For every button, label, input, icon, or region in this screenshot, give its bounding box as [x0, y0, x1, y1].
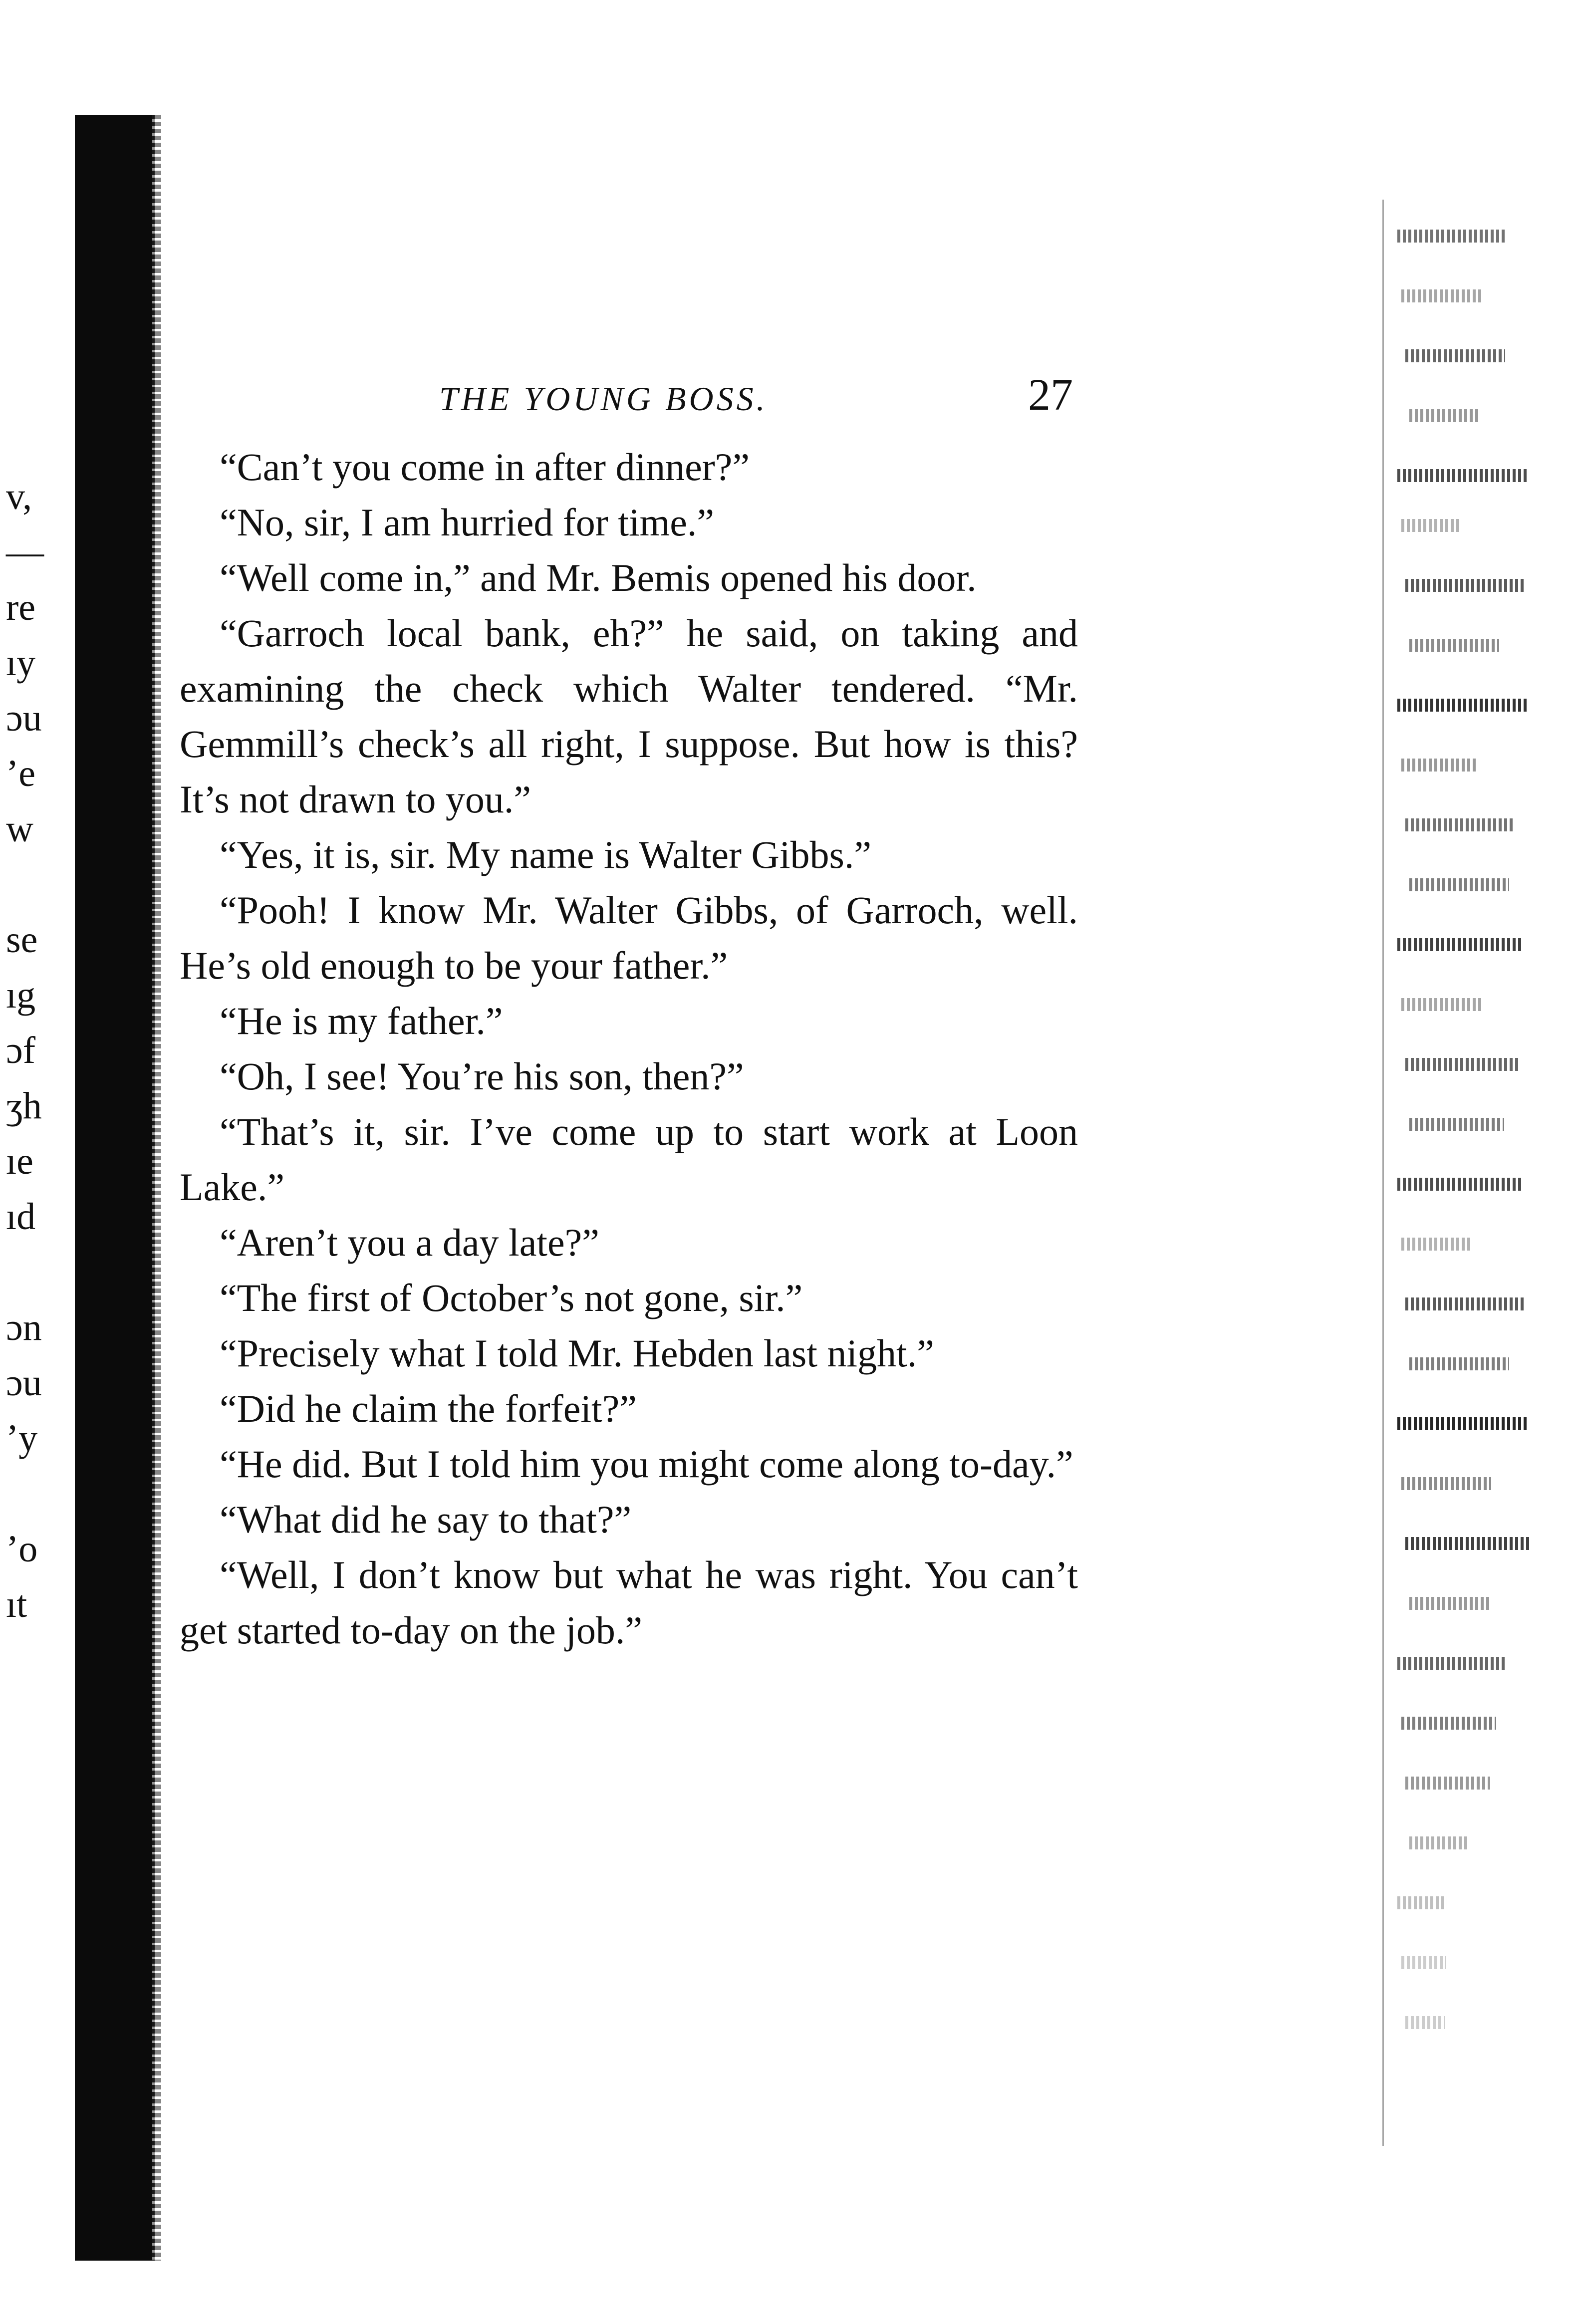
body-text: [180, 439, 1078, 1658]
noise-stripe: [1409, 1597, 1489, 1610]
noise-stripe: [1405, 1297, 1525, 1310]
paragraph: “Well come in,” and Mr. Bemis opened his door.: [220, 556, 977, 599]
fragment: ıy: [6, 642, 36, 684]
paragraph: “Oh, I see! You’re his son, then?”: [220, 1054, 744, 1098]
noise-stripe: [1397, 469, 1527, 482]
paragraph: “Did he claim the forfeit?”: [220, 1387, 637, 1430]
fragment: w: [6, 808, 33, 850]
fragment: v,: [6, 476, 32, 517]
running-title: THE YOUNG BOSS.: [439, 380, 768, 418]
page-number: 27: [1028, 370, 1073, 420]
noise-stripe: [1397, 938, 1522, 951]
fragment: ɔu: [6, 697, 42, 739]
noise-stripe: [1409, 639, 1499, 652]
book-page: [180, 369, 1078, 1658]
noise-stripe: [1401, 1238, 1471, 1251]
fragment: ıt: [6, 1583, 27, 1625]
paragraph: “Precisely what I told Mr. Hebden last night.”: [220, 1331, 934, 1375]
fragment: ʼy: [6, 1417, 38, 1459]
fragment: [6, 1245, 66, 1300]
fragment: ɔu: [6, 1362, 42, 1404]
scan-noise-right-edge: [1377, 200, 1527, 2146]
paragraph: “He did. But I told him you might come along to-day.”: [220, 1442, 1073, 1486]
noise-stripe: [1401, 1956, 1446, 1969]
fragment: ıd: [6, 1196, 36, 1238]
fragment: ʼe: [6, 753, 36, 794]
noise-stripe: [1397, 230, 1507, 243]
paragraph: “Well, I don’t know but what he was right. You can’t get started to-day on the job.”: [180, 1553, 1078, 1652]
fragment: [6, 1466, 66, 1522]
paragraph: “No, sir, I am hurried for time.”: [220, 501, 715, 544]
noise-vertical-line: [1382, 200, 1384, 2146]
noise-stripe: [1409, 878, 1509, 891]
noise-stripe: [1397, 699, 1527, 712]
noise-stripe: [1405, 1777, 1490, 1790]
noise-stripe: [1405, 1058, 1520, 1071]
paragraph: “Aren’t you a day late?”: [220, 1221, 599, 1264]
page-header: [180, 369, 1078, 429]
gutter-edge: [152, 115, 161, 2261]
noise-stripe: [1405, 2016, 1445, 2029]
fragment: ıe: [6, 1140, 33, 1182]
noise-stripe: [1409, 1118, 1504, 1131]
noise-stripe: [1401, 1477, 1491, 1490]
noise-stripe: [1397, 1896, 1447, 1909]
paragraph: “That’s it, sir. I’ve come up to start work at Loon Lake.”: [180, 1110, 1078, 1209]
paragraph: “What did he say to that?”: [220, 1498, 632, 1541]
paragraph: “Garroch local bank, eh?” he said, on taking and examining the check which Walter tendered. “Mr. Gemmill’s check’s all right, I suppose. But how is this? It’s not drawn to you.”: [180, 611, 1078, 821]
noise-stripe: [1405, 349, 1505, 362]
fragment: se: [6, 919, 38, 961]
noise-stripe: [1405, 579, 1525, 592]
fragment: ʒh: [6, 1085, 42, 1127]
noise-stripe: [1401, 1717, 1496, 1730]
noise-stripe: [1401, 998, 1481, 1011]
fragment: —: [6, 531, 44, 573]
fragment: ɔn: [6, 1306, 42, 1348]
paragraph: “Yes, it is, sir. My name is Walter Gibbs.”: [220, 833, 871, 876]
paragraph: “Pooh! I know Mr. Walter Gibbs, of Garroch, well. He’s old enough to be your father.”: [180, 888, 1078, 987]
noise-stripe: [1409, 1836, 1469, 1849]
fragment: [6, 857, 66, 912]
fragment: ıg: [6, 974, 36, 1016]
noise-stripe: [1409, 409, 1479, 422]
noise-stripe: [1401, 289, 1481, 302]
paragraph: “He is my father.”: [220, 999, 503, 1042]
noise-stripe: [1397, 1657, 1507, 1670]
noise-stripe: [1401, 759, 1476, 772]
paragraph: “The first of October’s not gone, sir.”: [220, 1276, 803, 1319]
noise-stripe: [1405, 1537, 1530, 1550]
noise-stripe: [1397, 1417, 1527, 1430]
fragment: re: [6, 586, 36, 628]
noise-stripe: [1401, 519, 1461, 532]
facing-page-fragments: [6, 469, 66, 1632]
book-gutter-shadow: [75, 115, 155, 2261]
noise-stripe: [1397, 1178, 1522, 1191]
noise-stripe: [1405, 818, 1515, 831]
fragment: ʼo: [6, 1528, 38, 1570]
noise-stripe: [1409, 1357, 1509, 1370]
fragment: ɔf: [6, 1030, 36, 1071]
paragraph: “Can’t you come in after dinner?”: [220, 445, 750, 489]
